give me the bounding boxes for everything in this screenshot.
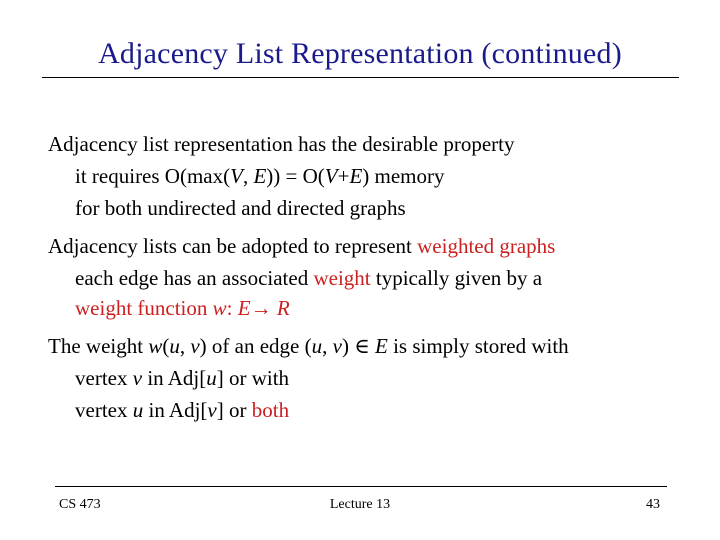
text-segment: ] or (216, 398, 252, 422)
text-segment: in Adj[ (142, 366, 207, 390)
text-segment: each edge has an associated (75, 266, 314, 290)
math-variable: u (132, 398, 144, 422)
text-segment: typically given by a (370, 266, 543, 290)
highlighted-term: : (226, 296, 238, 320)
text-segment: Adjacency lists can be adopted to represent (48, 234, 418, 258)
text-segment: , (179, 334, 191, 358)
text-segment: , (322, 334, 333, 358)
text-segment: Adjacency list representation has the desirable property (48, 132, 515, 156)
bullet-weighted-graphs (48, 230, 555, 262)
slide-title: Adjacency List Representation (continued) (98, 37, 622, 70)
highlighted-term: weighted graphs (417, 234, 556, 258)
text-segment: ) memory (362, 164, 445, 188)
math-variable: E (253, 164, 267, 188)
sub-bullet-graph-types (75, 192, 406, 224)
sub-bullet-weight-function (75, 292, 290, 324)
text-segment: The weight (48, 334, 149, 358)
sub-bullet-adj-v (75, 394, 289, 426)
sub-bullet-adj-u (75, 362, 289, 394)
footer-divider (55, 486, 667, 487)
math-variable: V (324, 164, 338, 188)
text-segment: vertex (75, 398, 133, 422)
footer-course: CS 473 (59, 497, 101, 512)
math-variable: v (332, 334, 342, 358)
math-variable: v (132, 366, 143, 390)
title-divider (42, 77, 679, 78)
text-segment: ) of an edge ( (199, 334, 312, 358)
sub-bullet-memory (75, 160, 445, 192)
text-segment: in Adj[ (143, 398, 208, 422)
math-variable: u (169, 334, 180, 358)
footer-lecture: Lecture 13 (329, 497, 391, 512)
text-segment: for both undirected and directed graphs (75, 196, 406, 220)
text-segment: ( (162, 334, 170, 358)
text-segment: is simply stored with (387, 334, 569, 358)
arrow-symbol: → (250, 296, 277, 320)
highlighted-term: both (251, 398, 290, 422)
math-variable: V (230, 164, 243, 188)
bullet-adjacency-property (48, 128, 515, 160)
math-variable: v (190, 334, 200, 358)
math-variable: u (206, 366, 217, 390)
text-segment: vertex (75, 366, 133, 390)
text-segment: it requires O(max( (75, 164, 231, 188)
sub-bullet-edge-weight (75, 262, 542, 294)
math-variable: v (207, 398, 217, 422)
math-variable: E (237, 296, 251, 320)
text-segment: + (337, 164, 350, 188)
math-variable: u (311, 334, 323, 358)
text-segment: )) = O( (266, 164, 325, 188)
math-variable: w (212, 296, 227, 320)
text-segment: ] or with (216, 366, 290, 390)
text-segment: , (242, 164, 254, 188)
math-variable: E (349, 164, 363, 188)
math-variable: E (374, 334, 388, 358)
highlighted-term: weight function (75, 296, 213, 320)
math-variable: R (276, 296, 290, 320)
footer-page-number: 43 (646, 497, 660, 512)
math-variable: w (148, 334, 163, 358)
bullet-weight-storage (48, 330, 569, 362)
element-of-symbol: ) ∈ (341, 334, 375, 358)
highlighted-term: weight (313, 266, 371, 290)
